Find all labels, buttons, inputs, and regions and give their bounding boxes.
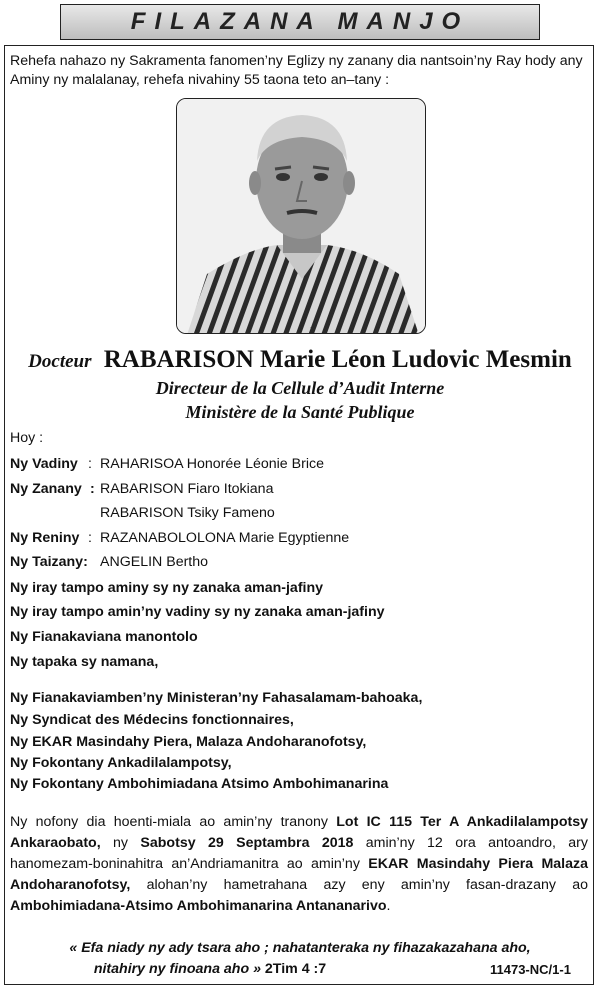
family-row-mother [10,530,349,546]
family-row-children [10,481,273,497]
organization-line: Ny EKAR Masindahy Piera, Malaza Andoharanofotsy, [10,734,367,750]
organization-line: Ny Syndicat des Médecins fonctionnaires, [10,712,294,728]
announcement-text: alohan’ny hametrahana azy eny amin’ny fasan-drazany ao [130,877,588,893]
family-value: RAHARISOA Honorée Léonie Brice [100,456,324,472]
portrait-illustration [177,99,426,334]
deceased-name-line [0,346,600,374]
church-name: EKAR Masindahy Piera Malaza Andoharanofotsy, [10,856,588,893]
scripture-quote-line2 [0,961,420,977]
notice-reference: 11473-NC/1-1 [490,962,571,977]
family-label: Ny Zanany [10,481,82,497]
scripture-quote-text: nitahiry ny finoana aho » [93,961,261,977]
deceased-position: Directeur de la Cellule d’Audit Interne [155,378,445,398]
scripture-verse: 2Tim 4 :7 [264,961,327,977]
banner-title: FILAZANA MANJO [130,8,470,35]
relatives-line: Ny iray tampo amin’ny vadiny sy ny zanaka aman-jafiny [10,604,385,620]
organization-line: Ny Fokontany Ankadilalampotsy, [10,755,232,771]
scripture-quote-line1: « Efa niady ny ady tsara aho ; nahatanteraka ny fihazakazahana aho, [69,940,531,956]
family-row-children-2 [100,505,275,521]
announcement-text: . [386,898,391,914]
organization-line: Ny Fokontany Ambohimiadana Atsimo Ambohimanarina [10,776,389,792]
portrait-photo [176,98,426,334]
deceased-name: RABARISON Marie Léon Ludovic Mesmin [103,346,572,373]
family-sep: : [90,481,95,497]
title-banner [60,4,540,40]
family-sep: : [88,530,92,546]
intro-text: Rehefa nahazo ny Sakramenta fanomen’ny Eglizy ny zanany dia nantsoin’ny Ray hody any Aminy ny malalanay, rehefa nivahiny 55 taona teto an–tany : [10,53,583,88]
family-sep: : [88,456,92,472]
relatives-line: Ny iray tampo aminy sy ny zanaka aman-jafiny [10,580,324,596]
funeral-date: Sabotsy 29 Septambra 2018 [140,835,354,851]
announcement-text: amin’ny 12 ora antoandro, ary hanomezam-boninahitra an’Andriamanitra ao amin’ny [10,835,589,872]
relatives-line: Ny Fianakaviana manontolo [10,629,198,645]
family-row-spouse [10,456,324,472]
family-value: ANGELIN Bertho [100,554,209,570]
funeral-announcement [10,812,588,917]
family-label: Ny Reniny [10,530,80,546]
family-label: Ny Vadiny [10,456,78,472]
deceased-title: Docteur [28,351,92,372]
announcement-text: ny [100,835,141,851]
family-value: RABARISON Fiaro Itokiana [100,481,274,497]
organization-line: Ny Fianakaviamben’ny Ministeran’ny Fahasalamam-bahoaka, [10,690,423,706]
burial-place: Ambohimiadana-Atsimo Ambohimanarina Antananarivo [10,898,387,914]
deceased-ministry: Ministère de la Santé Publique [185,402,415,422]
family-row-godparent [10,554,208,570]
family-value: RAZANABOLOLONA Marie Egyptienne [100,530,350,546]
family-label: Ny Taizany: [10,554,88,570]
hoy-label: Hoy : [10,430,44,446]
funeral-address: Lot IC 115 Ter A Ankadilalampotsy Ankaraobato, [10,814,588,851]
relatives-line: Ny tapaka sy namana, [10,654,159,670]
family-value: RABARISON Tsiky Fameno [100,505,275,521]
announcement-text: Ny nofony dia hoenti-miala ao amin’ny tranony [10,814,337,830]
